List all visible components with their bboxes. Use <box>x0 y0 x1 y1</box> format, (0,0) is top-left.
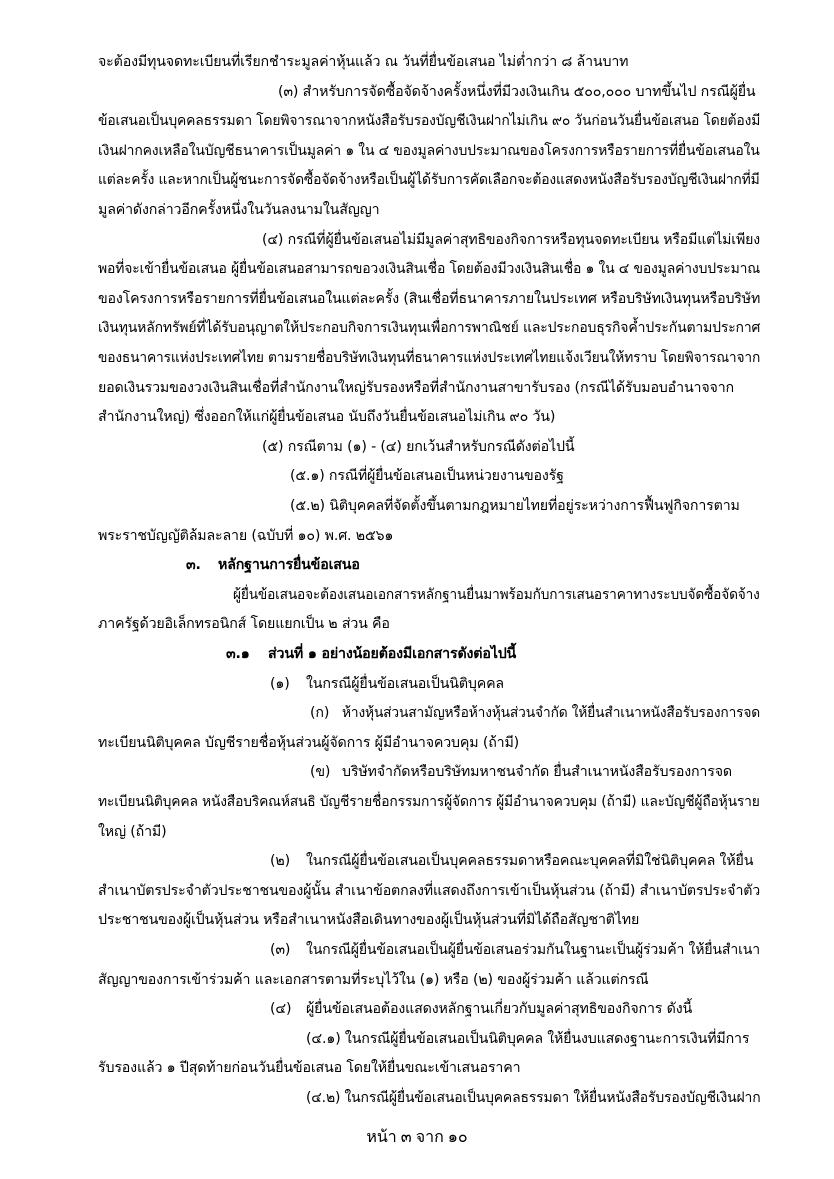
text-line: (๔.๑) ในกรณีผู้ยื่นข้อเสนอเป็นนิติบุคคล ให้ยื่นงบแสดงฐานะการเงินที่มีการ <box>306 1031 750 1047</box>
text-line: สัญญาของการเข้าร่วมค้า และเอกสารตามที่ระบุไว้ใน (๑) หรือ (๒) ของผู้ร่วมค้า แล้วแต่กรณี <box>98 972 649 988</box>
text-line: รับรองแล้ว ๑ ปีสุดท้ายก่อนวันยื่นข้อเสนอ โดยให้ยื่นขณะเข้าเสนอราคา <box>98 1060 521 1076</box>
item-number: (๒) <box>270 853 290 869</box>
item-number: (๔) <box>270 1001 292 1017</box>
text-line: เงินทุนหลักทรัพย์ที่ได้รับอนุญาตให้ประกอบกิจการเงินทุนเพื่อการพาณิชย์ และประกอบธุรกิจค้ำประกันตามประกาศ <box>98 320 761 336</box>
text-line: ภาครัฐด้วยอิเล็กทรอนิกส์ โดยแยกเป็น ๒ ส่วน คือ <box>98 616 390 632</box>
text-line: มูลค่าดังกล่าวอีกครั้งหนึ่งในวันลงนามในสัญญา <box>98 202 380 218</box>
text-line: ในกรณีผู้ยื่นข้อเสนอเป็นผู้ยื่นข้อเสนอร่วมกันในฐานะเป็นผู้ร่วมค้า ให้ยื่นสำเนา <box>306 942 760 958</box>
text-line: ในกรณีผู้ยื่นข้อเสนอเป็นนิติบุคคล <box>306 676 504 692</box>
text-line: บริษัทจำกัดหรือบริษัทมหาชนจำกัด ยื่นสำเนาหนังสือรับรองการจด <box>342 764 732 780</box>
text-line: ข้อเสนอเป็นบุคคลธรรมดา โดยพิจารณาจากหนังสือรับรองบัญชีเงินฝากไม่เกิน ๙๐ วันก่อนวันยื่นข้อเสนอ โดยต้องมี <box>98 113 761 129</box>
text-line: สำนักงานใหญ่) ซึ่งออกให้แก่ผู้ยื่นข้อเสนอ นับถึงวันยื่นข้อเสนอไม่เกิน ๙๐ วัน) <box>98 409 556 425</box>
text-line: ยอดเงินรวมของวงเงินสินเชื่อที่สำนักงานใหญ่รับรองหรือที่สำนักงานสาขารับรอง (กรณีได้รับมอบอำนาจจาก <box>98 380 734 396</box>
text-line: (๕.๒) นิติบุคคลที่จัดตั้งขึ้นตามกฎหมายไทยที่อยู่ระหว่างการฟื้นฟูกิจการตาม <box>290 498 740 514</box>
text-line: (๕) กรณีตาม (๑) - (๔) ยกเว้นสำหรับกรณีดังต่อไปนี้ <box>262 439 575 455</box>
item-number: (๓) <box>270 942 291 958</box>
text-line: ของธนาคารแห่งประเทศไทย ตามรายชื่อบริษัทเงินทุนที่ธนาคารแห่งประเทศไทยแจ้งเวียนให้ทราบ โดยพิจารณาจาก <box>98 350 761 366</box>
text-line: ของโครงการหรือรายการที่ยื่นข้อเสนอในแต่ละครั้ง (สินเชื่อที่ธนาคารภายในประเทศ หรือบริษัทเงินทุนหรือบริษัท <box>98 291 761 307</box>
text-line: (๔.๒) ในกรณีผู้ยื่นข้อเสนอเป็นบุคคลธรรมดา ให้ยื่นหนังสือรับรองบัญชีเงินฝาก <box>306 1090 761 1106</box>
text-line: (๓) สำหรับการจัดซื้อจัดจ้างครั้งหนึ่งที่มีวงเงินเกิน ๕๐๐,๐๐๐ บาทขึ้นไป กรณีผู้ยื่น <box>278 84 756 100</box>
item-number: (๑) <box>270 676 290 692</box>
text-line: พระราชบัญญัติล้มละลาย (ฉบับที่ ๑๐) พ.ศ. ๒๕๖๑ <box>98 528 394 544</box>
text-line: ทะเบียนนิติบุคคล หนังสือบริคณห์สนธิ บัญชีรายชื่อกรรมการผู้จัดการ ผู้มีอำนาจควบคุม (ถ้ามี) และบัญชีผู้ถือหุ้นราย <box>98 794 760 810</box>
section-number: ๓. <box>186 557 201 573</box>
text-line: สำเนาบัตรประจำตัวประชาชนของผู้นั้น สำเนาข้อตกลงที่แสดงถึงการเข้าเป็นหุ้นส่วน (ถ้ามี) สำเนาบัตรประจำตัว <box>98 883 761 899</box>
text-line: ทะเบียนนิติบุคคล บัญชีรายชื่อหุ้นส่วนผู้จัดการ ผู้มีอำนาจควบคุม (ถ้ามี) <box>98 735 520 751</box>
text-line: พอที่จะเข้ายื่นข้อเสนอ ผู้ยื่นข้อเสนอสามารถขอวงเงินสินเชื่อ โดยต้องมีวงเงินสินเชื่อ ๑ ใน ๔ ของมูลค่างบประมาณ <box>98 261 761 277</box>
text-line: (๔) กรณีที่ผู้ยื่นข้อเสนอไม่มีมูลค่าสุทธิของกิจการหรือทุนจดทะเบียน หรือมีแต่ไม่เพียง <box>262 232 760 248</box>
page-footer: หน้า ๓ จาก ๑๐ <box>366 1129 468 1146</box>
text-line: ผู้ยื่นข้อเสนอต้องแสดงหลักฐานเกี่ยวกับมูลค่าสุทธิของกิจการ ดังนี้ <box>306 1001 693 1017</box>
text-line: ประชาชนของผู้เป็นหุ้นส่วน หรือสำเนาหนังสือเดินทางของผู้เป็นหุ้นส่วนที่มิได้ถือสัญชาติไทย <box>98 912 640 928</box>
text-line: จะต้องมีทุนจดทะเบียนที่เรียกชำระมูลค่าหุ้นแล้ว ณ วันที่ยื่นข้อเสนอ ไม่ต่ำกว่า ๘ ล้านบาท <box>98 54 629 70</box>
subsection-heading: ส่วนที่ ๑ อย่างน้อยต้องมีเอกสารดังต่อไปนี้ <box>268 646 517 662</box>
item-number: (ก) <box>310 705 330 721</box>
text-line: (๕.๑) กรณีที่ผู้ยื่นข้อเสนอเป็นหน่วยงานของรัฐ <box>290 468 564 484</box>
subsection-number: ๓.๑ <box>226 646 250 662</box>
text-line: แต่ละครั้ง และหากเป็นผู้ชนะการจัดซื้อจัดจ้างหรือเป็นผู้ได้รับการคัดเลือกจะต้องแสดงหนังสือรับรองบัญชีเงินฝากที่มี <box>98 172 760 188</box>
text-line: เงินฝากคงเหลือในบัญชีธนาคารเป็นมูลค่า ๑ ใน ๔ ของมูลค่างบประมาณของโครงการหรือรายการที่ยื่นข้อเสนอใน <box>98 143 760 159</box>
text-line: ห้างหุ้นส่วนสามัญหรือห้างหุ้นส่วนจำกัด ให้ยื่นสำเนาหนังสือรับรองการจด <box>342 705 761 721</box>
text-line: ในกรณีผู้ยื่นข้อเสนอเป็นบุคคลธรรมดาหรือคณะบุคคลที่มิใช่นิติบุคคล ให้ยื่น <box>306 853 754 869</box>
item-number: (ข) <box>310 764 331 780</box>
section-heading: หลักฐานการยื่นข้อเสนอ <box>218 557 360 573</box>
text-line: ใหญ่ (ถ้ามี) <box>98 824 167 840</box>
text-line: ผู้ยื่นข้อเสนอจะต้องเสนอเอกสารหลักฐานยื่นมาพร้อมกับการเสนอราคาทางระบบจัดซื้อจัดจ้าง <box>233 587 760 603</box>
